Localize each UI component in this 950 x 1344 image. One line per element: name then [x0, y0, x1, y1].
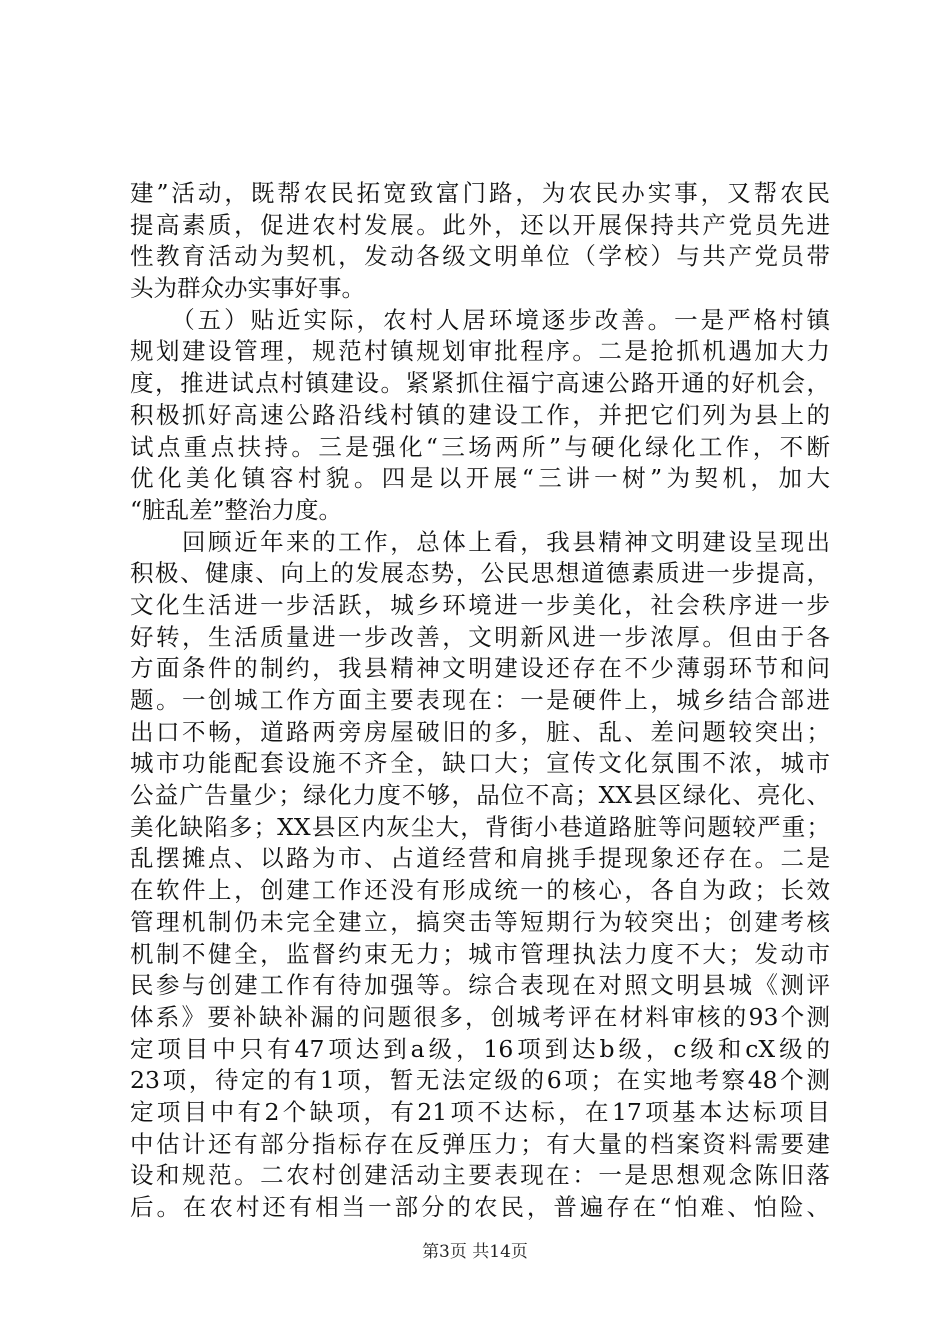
text-line: 公益广告量少；绿化力度不够，品位不高；XX县区绿化、亮化、 [130, 781, 830, 810]
text-line: 体系》要补缺补漏的问题很多，创城考评在材料审核的93个测 [130, 1002, 830, 1031]
text-line: 出口不畅，道路两旁房屋破旧的多，脏、乱、差问题较突出； [130, 717, 830, 746]
text-line: 定项目中有2个缺项，有21项不达标，在17项基本达标项目 [130, 1097, 830, 1126]
text-line: 定项目中只有47项达到a级，16项到达b级，c级和cX级的 [130, 1034, 830, 1063]
text-line: 优化美化镇容村貌。四是以开展“三讲一树”为契机，加大 [130, 464, 830, 493]
text-line: 民参与创建工作有待加强等。综合表现在对照文明县城《测评 [130, 971, 830, 1000]
text-line: 度，推进试点村镇建设。紧紧抓住福宁高速公路开通的好机会， [130, 369, 830, 398]
text-line: 题。一创城工作方面主要表现在：一是硬件上，城乡结合部进 [130, 686, 830, 714]
text-line: 23项，待定的有1项，暂无法定级的6项；在实地考察48个测 [130, 1066, 830, 1095]
text-line: 性教育活动为契机，发动各级文明单位（学校）与共产党员带 [130, 242, 830, 271]
text-line: 设和规范。二农村创建活动主要表现在：一是思想观念陈旧落 [130, 1161, 830, 1190]
page-footer: 第3页 共14页 [422, 1242, 528, 1262]
text-line: 积极、健康、向上的发展态势，公民思想道德素质进一步提高， [130, 559, 830, 588]
text-line: 建”活动，既帮农民拓宽致富门路，为农民办实事，又帮农民 [130, 179, 830, 207]
text-line: 文化生活进一步活跃，城乡环境进一步美化，社会秩序进一步 [130, 590, 830, 619]
text-line: 机制不健全，监督约束无力；城市管理执法力度不大；发动市 [130, 939, 830, 968]
text-line: 提高素质，促进农村发展。此外，还以开展保持共产党员先进 [130, 210, 830, 239]
text-line: 积极抓好高速公路沿线村镇的建设工作，并把它们列为县上的 [130, 400, 830, 429]
text-line: 美化缺陷多；XX县区内灰尘大，背街小巷道路脏等问题较严重； [130, 812, 830, 841]
text-line: 规划建设管理，规范村镇规划审批程序。二是抢抓机遇加大力 [130, 337, 830, 366]
text-line: “脏乱差”整治力度。 [130, 495, 343, 524]
text-line: （五）贴近实际，农村人居环境逐步改善。一是严格村镇 [130, 305, 830, 334]
text-line: 在软件上，创建工作还没有形成统一的核心，各自为政；长效 [130, 876, 830, 905]
text-line: 乱摆摊点、以路为市、占道经营和肩挑手提现象还存在。二是 [130, 844, 830, 873]
text-line: 中估计还有部分指标存在反弹压力；有大量的档案资料需要建 [130, 1129, 830, 1158]
text-line: 管理机制仍未完全建立，搞突击等短期行为较突出；创建考核 [130, 907, 830, 936]
text-line: 回顾近年来的工作，总体上看，我县精神文明建设呈现出 [130, 527, 830, 556]
text-line: 后。在农村还有相当一部分的农民，普遍存在“怕难、怕险、 [130, 1193, 830, 1221]
text-line: 试点重点扶持。三是强化“三场两所”与硬化绿化工作，不断 [130, 432, 830, 461]
text-line: 方面条件的制约，我县精神文明建设还存在不少薄弱环节和问 [130, 654, 830, 683]
text-line: 好转，生活质量进一步改善，文明新风进一步浓厚。但由于各 [130, 622, 830, 651]
document-body [130, 178, 830, 1224]
text-line: 城市功能配套设施不齐全，缺口大；宣传文化氛围不浓，城市 [130, 749, 830, 778]
text-line: 头为群众办实事好事。 [130, 274, 365, 303]
